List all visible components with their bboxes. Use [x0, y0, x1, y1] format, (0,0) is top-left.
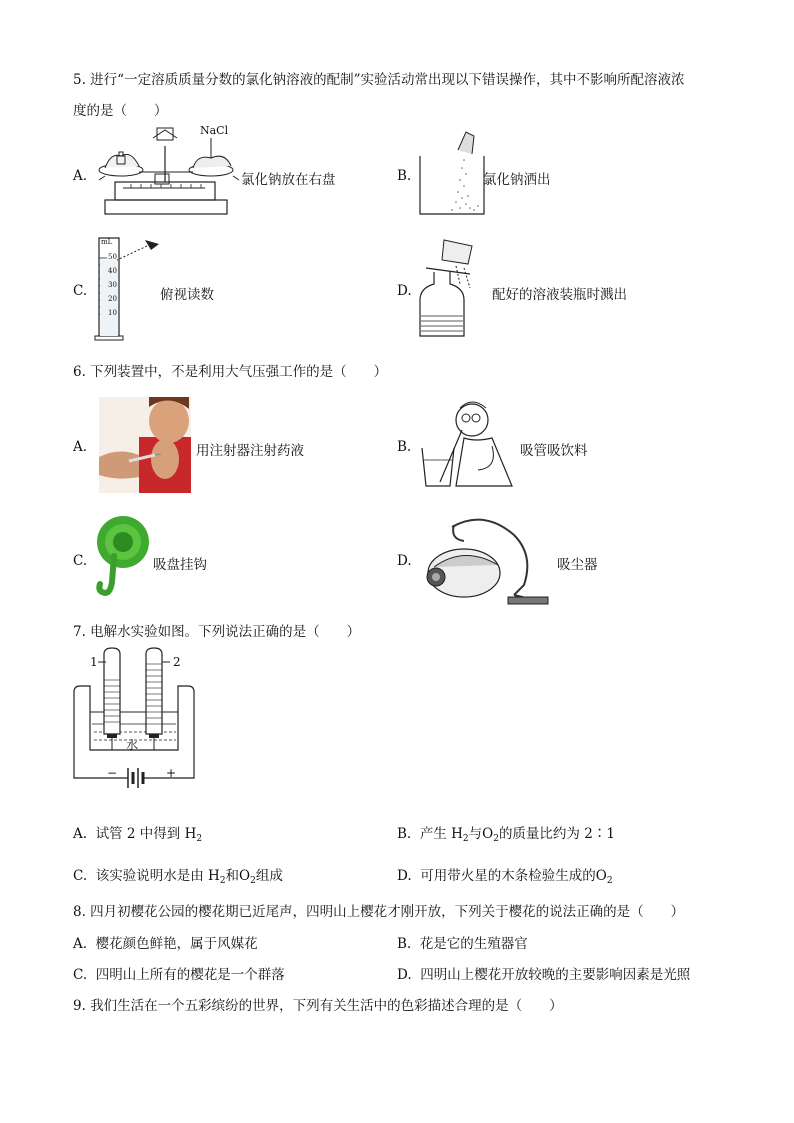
q7-stem: 7. 电解水实验如图。下列说法正确的是（ ） [73, 624, 361, 640]
cylinder-tick-30: 30 [108, 281, 117, 289]
cylinder-tick-40: 40 [108, 267, 117, 275]
graduated-cylinder-figure [95, 236, 165, 342]
q8-option-b-letter: B. [397, 936, 412, 952]
nacl-label: NaCl [200, 124, 229, 137]
q7-option-d-sub: 2 [606, 876, 613, 886]
suction-hook-figure [94, 512, 152, 600]
q6-option-d-letter: D. [397, 553, 412, 569]
q7-option-c-pre: 该实验说明水是由 H [95, 868, 220, 884]
q8-option-c-text: 四明山上所有的樱花是一个群落 [95, 967, 285, 983]
q8-option-b [397, 932, 528, 952]
q7-option-d [397, 864, 613, 886]
q6-option-d-text: 吸尘器 [557, 557, 598, 573]
q7-option-b-mid: 与O [468, 826, 494, 842]
q5-option-a-text: 氯化钠放在右盘 [241, 172, 336, 188]
cylinder-tick-20: 20 [108, 295, 117, 303]
q5-option-c-text: 俯视读数 [160, 287, 214, 303]
q8-option-a [73, 932, 258, 952]
q5-option-d-letter: D. [397, 283, 412, 299]
injection-photo [99, 397, 191, 493]
balance-figure [93, 126, 241, 218]
vacuum-cleaner-figure [424, 515, 556, 607]
q9-stem: 9. 我们生活在一个五彩缤纷的世界，下列有关生活中的色彩描述合理的是（ ） [73, 998, 563, 1014]
q7-option-b [397, 822, 615, 844]
q5-option-d-text: 配好的溶液装瓶时溅出 [492, 287, 627, 303]
negative-label: − [107, 766, 118, 780]
q7-option-a-letter: A. [73, 826, 88, 842]
q6-option-c-letter: C. [73, 553, 88, 569]
q7-option-b-pre: 产生 H [419, 826, 463, 842]
q7-option-d-pre: 可用带火星的木条检验生成的O [420, 868, 607, 884]
q6-option-b-text: 吸管吸饮料 [520, 443, 588, 459]
q6-stem: 6. 下列装置中，不是利用大气压强工作的是（ ） [73, 364, 388, 380]
q8-option-d [397, 963, 690, 983]
q8-option-d-letter: D. [397, 967, 412, 983]
water-label: 水 [126, 738, 139, 752]
q7-option-b-letter: B. [397, 826, 412, 842]
q7-option-c-sub2: 2 [250, 876, 256, 886]
q7-option-c-post: 组成 [255, 868, 283, 884]
q5-option-a-letter: A. [73, 168, 88, 184]
q8-stem: 8. 四月初樱花公园的樱花期已近尾声，四明山上樱花才刚开放，下列关于樱花的说法正确的是（ ） [73, 904, 685, 920]
q8-option-c [73, 963, 285, 983]
straw-drinking-figure [416, 398, 516, 490]
cylinder-unit: mL [101, 238, 113, 246]
q7-option-b-sub2: 2 [493, 834, 499, 844]
q7-option-c [73, 864, 283, 886]
q7-option-b-sub1: 2 [462, 834, 469, 844]
q5-option-b-text: 氯化钠洒出 [483, 172, 551, 188]
q8-option-a-text: 樱花颜色鲜艳，属于风媒花 [95, 936, 258, 952]
q8-option-a-letter: A. [73, 936, 88, 952]
q7-option-d-letter: D. [397, 868, 412, 884]
q5-option-c-letter: C. [73, 283, 88, 299]
positive-label: + [166, 766, 177, 780]
q8-option-d-text: 四明山上樱花开放较晚的主要影响因素是光照 [420, 967, 691, 983]
q8-option-c-letter: C. [73, 967, 88, 983]
cylinder-tick-50: 50 [108, 253, 117, 261]
tube-1-label: 1 [90, 655, 98, 669]
q7-option-c-mid: 和O [225, 868, 251, 884]
q6-option-b-letter: B. [397, 439, 412, 455]
q7-option-a-text: 试管 2 中得到 H [95, 826, 197, 842]
q7-option-c-sub1: 2 [219, 876, 226, 886]
q7-option-b-post: 的质量比约为 2∶1 [498, 826, 615, 842]
q6-option-c-text: 吸盘挂钩 [153, 557, 207, 573]
q5-stem-line2: 度的是（ ） [73, 103, 168, 119]
q6-option-a-text: 用注射器注射药液 [196, 443, 304, 459]
q6-option-a-letter: A. [73, 439, 88, 455]
beaker-spill-figure [418, 130, 488, 218]
q5-stem-line1: 5. 进行“一定溶质质量分数的氯化钠溶液的配制”实验活动常出现以下错误操作，其中不影响所配溶液浓 [73, 72, 685, 88]
tube-2-label: 2 [173, 655, 181, 669]
q5-option-b-letter: B. [397, 168, 412, 184]
q8-option-b-text: 花是它的生殖器官 [419, 936, 528, 952]
q7-option-c-letter: C. [73, 868, 88, 884]
q7-option-a [73, 822, 202, 844]
electrolysis-figure [70, 650, 200, 800]
cylinder-tick-10: 10 [108, 309, 117, 317]
q7-option-a-sub: 2 [196, 834, 203, 844]
bottle-pour-figure [416, 238, 488, 340]
